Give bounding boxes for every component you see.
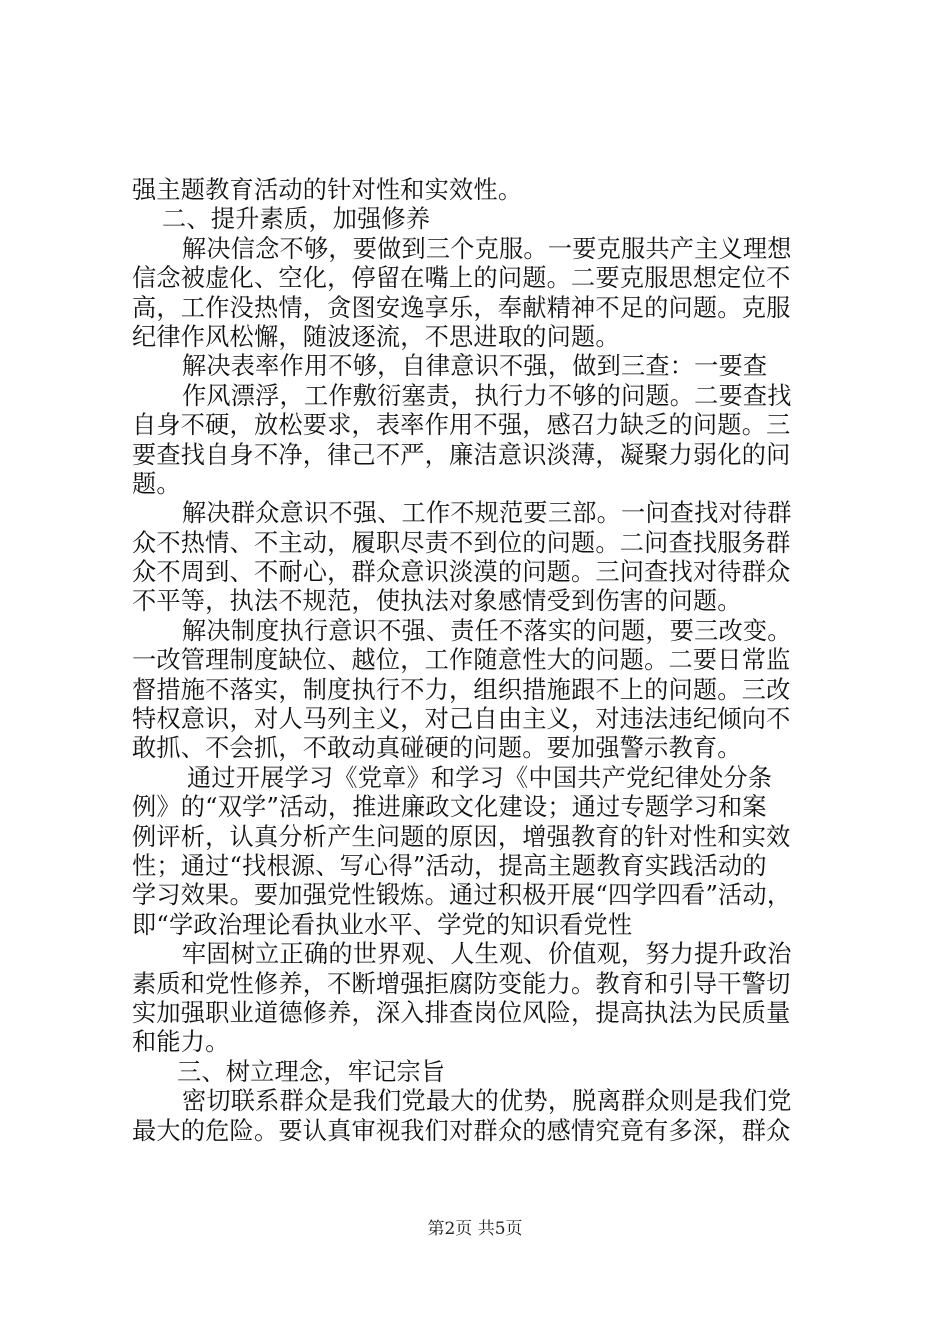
page-footer: 第2页 共5页 <box>427 1219 523 1239</box>
text-line: 三、树立理念，牢记宗旨 <box>177 1057 446 1086</box>
text-line: 众不周到、不耐心，群众意识淡漠的问题。三问查找对待群众 <box>132 558 791 587</box>
text-line: 性；通过“找根源、写心得”活动，提高主题教育实践活动的 <box>132 851 767 880</box>
text-line: 敢抓、不会抓，不敢动真碰硬的问题。要加强警示教育。 <box>132 734 742 763</box>
text-line: 解决表率作用不够，自律意识不强，做到三查：一要查 <box>182 352 768 381</box>
text-line: 例评析，认真分析产生问题的原因，增强教育的针对性和实效 <box>132 822 791 851</box>
text-line: 牢固树立正确的世界观、人生观、价值观，努力提升政治 <box>182 940 792 969</box>
text-line: 最大的危险。要认真审视我们对群众的感情究竟有多深，群众 <box>132 1116 791 1145</box>
text-line: 和能力。 <box>132 1028 230 1057</box>
text-line: 一改管理制度缺位、越位，工作随意性大的问题。二要日常监 <box>132 646 791 675</box>
text-line: 即“学政治理论看执业水平、学党的知识看党性 <box>132 910 633 939</box>
text-line: 高，工作没热情，贪图安逸享乐，奉献精神不足的问题。克服 <box>132 293 791 322</box>
text-line: 众不热情、不主动，履职尽责不到位的问题。二问查找服务群 <box>132 528 791 557</box>
text-line: 特权意识，对人马列主义，对己自由主义，对违法违纪倾向不 <box>132 705 791 734</box>
text-line: 学习效果。要加强党性锻炼。通过积极开展“四学四看”活动， <box>132 881 792 910</box>
text-line: 素质和党性修养，不断增强拒腐防变能力。教育和引导干警切 <box>132 969 791 998</box>
text-line: 实加强职业道德修养，深入排查岗位风险，提高执法为民质量 <box>132 998 791 1027</box>
text-line: 自身不硬，放松要求，表率作用不强，感召力缺乏的问题。三 <box>132 411 791 440</box>
text-line: 强主题教育活动的针对性和实效性。 <box>132 176 523 204</box>
text-line: 纪律作风松懈，随波逐流，不思进取的问题。 <box>132 322 620 351</box>
text-line: 解决制度执行意识不强、责任不落实的问题，要三改变。 <box>182 616 792 645</box>
text-line: 解决信念不够，要做到三个克服。一要克服共产主义理想 <box>182 234 792 263</box>
text-line: 解决群众意识不强、工作不规范要三部。一问查找对待群 <box>182 499 792 528</box>
text-line: 例》的“双学”活动，推进廉政文化建设；通过专题学习和案 <box>132 793 767 822</box>
document-body <box>132 176 832 1146</box>
text-line: 题。 <box>132 469 181 498</box>
text-line: 信念被虚化、空化，停留在嘴上的问题。二要克服思想定位不 <box>132 264 791 293</box>
text-line: 通过开展学习《党章》和学习《中国共产党纪律处分条 <box>187 763 773 792</box>
text-line: 要查找自身不净，律己不严，廉洁意识淡薄，凝聚力弱化的问 <box>132 440 791 469</box>
text-line: 不平等，执法不规范，使执法对象感情受到伤害的问题。 <box>132 587 742 616</box>
text-line: 作风漂浮，工作敷衍塞责，执行力不够的问题。二要查找 <box>182 381 792 410</box>
text-line: 二、提升素质，加强修养 <box>162 205 431 234</box>
text-line: 密切联系群众是我们党最大的优势，脱离群众则是我们党 <box>182 1087 792 1116</box>
text-line: 督措施不落实，制度执行不力，组织措施跟不上的问题。三改 <box>132 675 791 704</box>
